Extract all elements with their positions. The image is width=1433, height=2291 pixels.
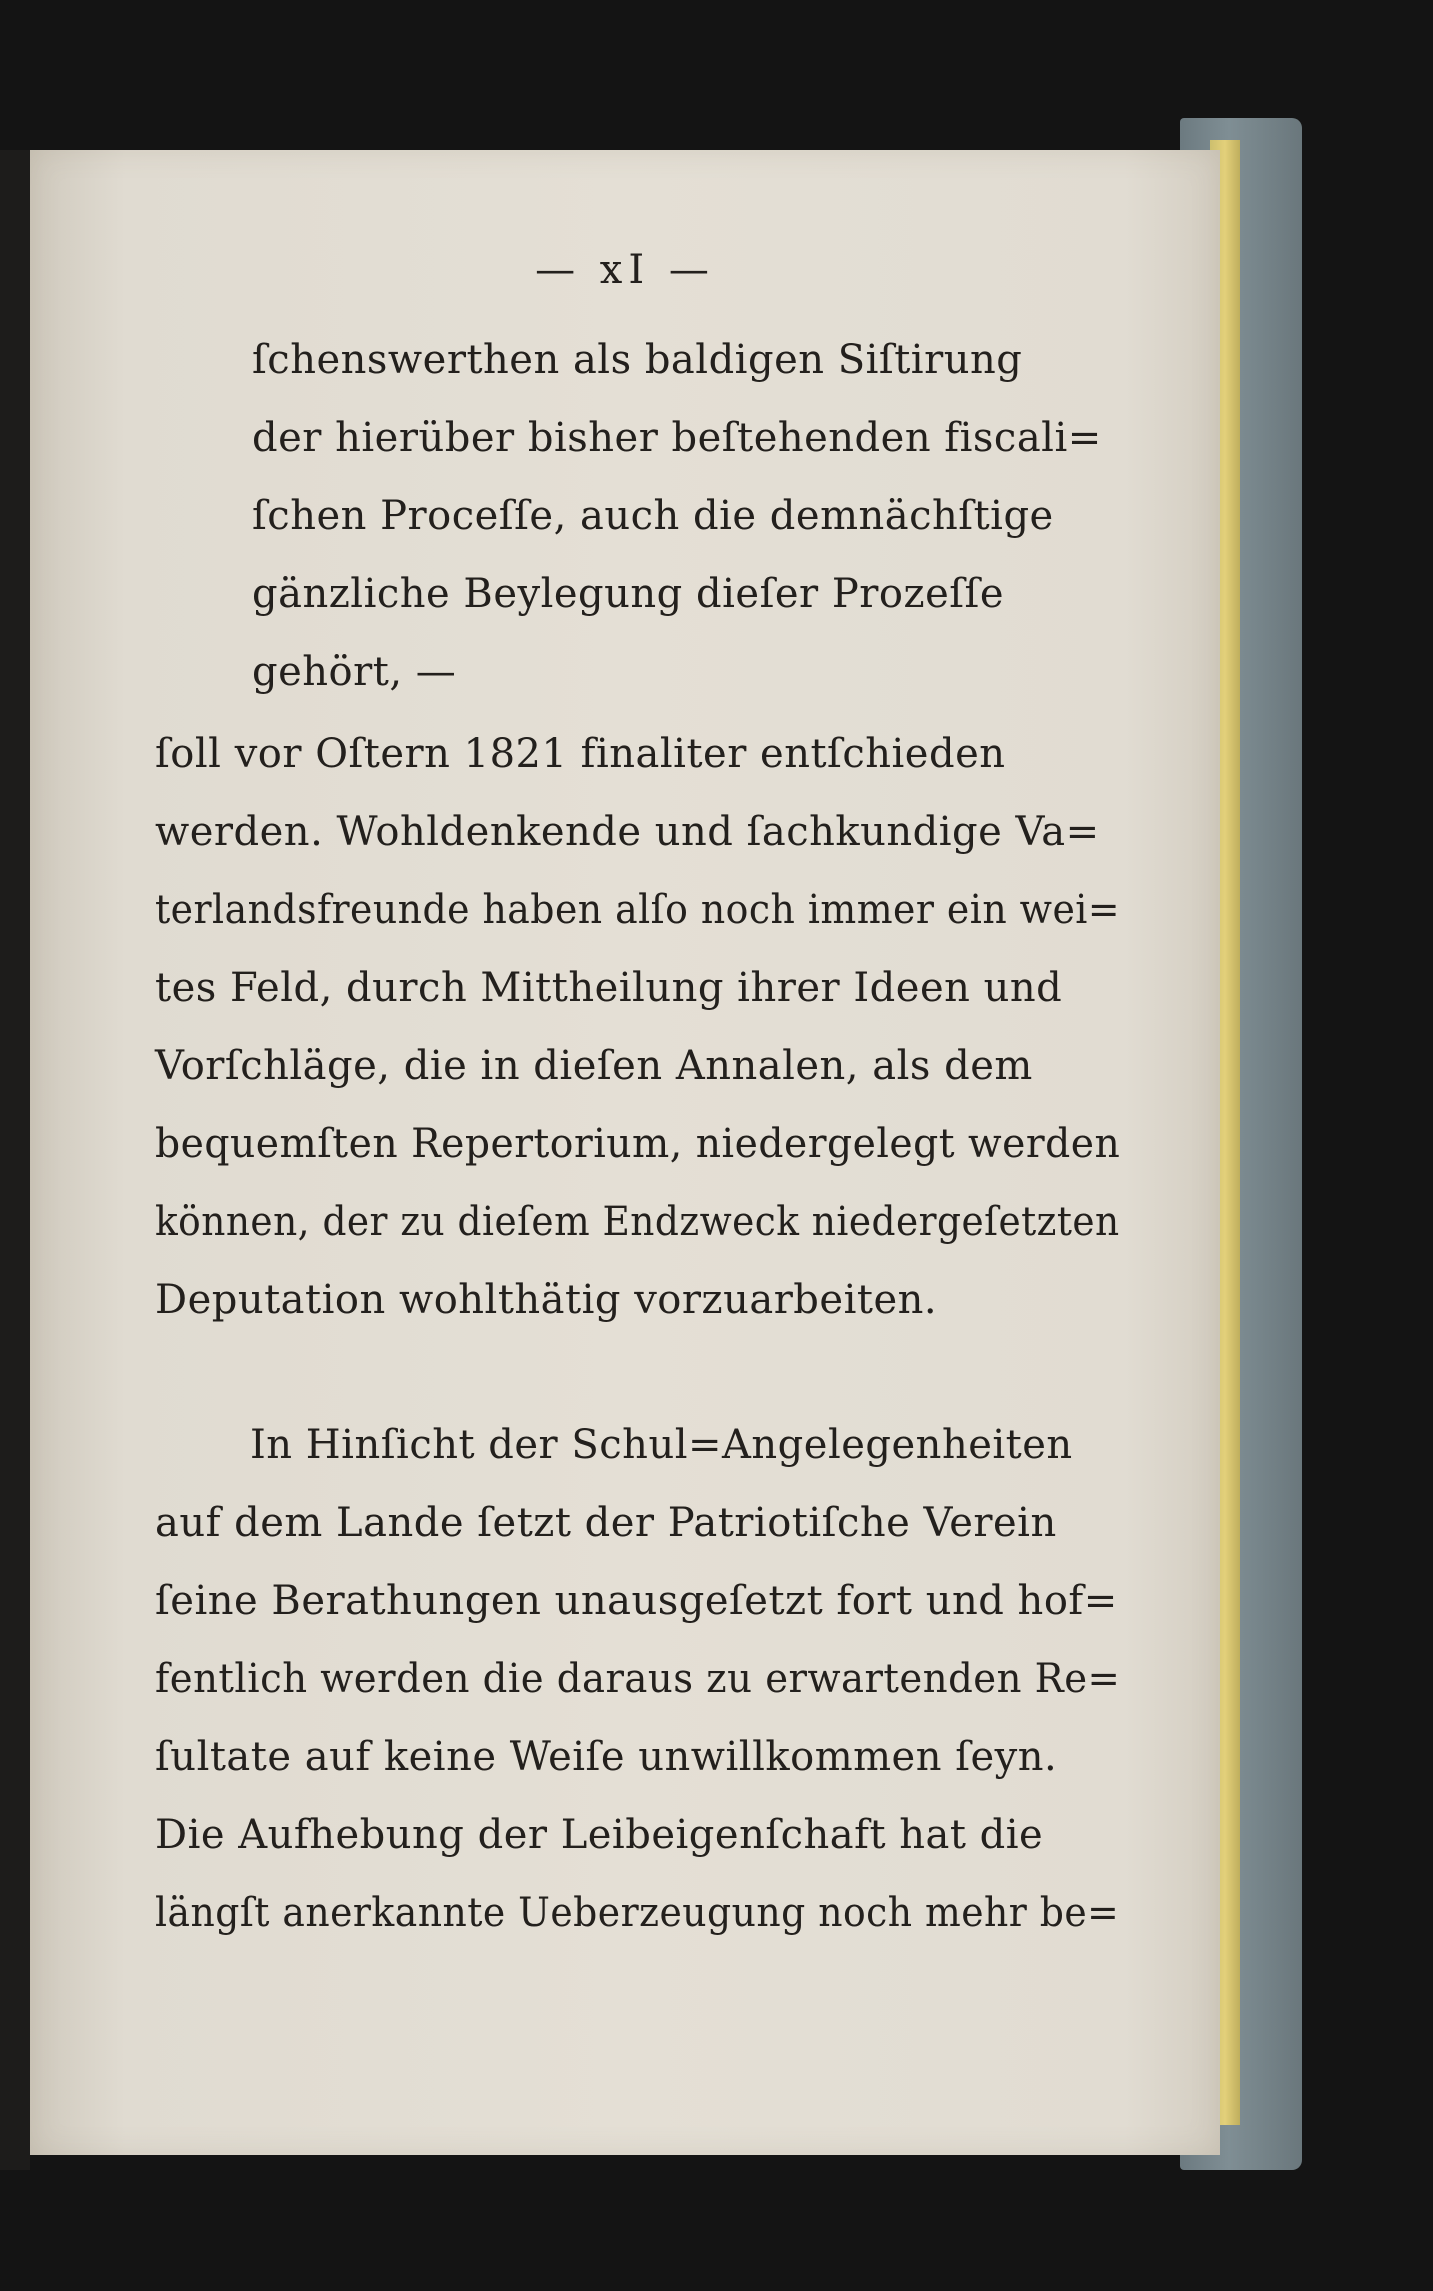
text-line: der hierüber bisher beſtehenden fiscali= <box>252 415 1102 461</box>
text-line: können, der zu dieſem Endzweck niedergeſetzten <box>155 1199 1120 1245</box>
text-line: fentlich werden die daraus zu erwartenden Re= <box>155 1656 1121 1702</box>
text-line: tes Feld, durch Mittheilung ihrer Ideen und <box>155 965 1063 1011</box>
text-line: auf dem Lande ſetzt der Patriotiſche Verein <box>155 1500 1057 1546</box>
text-line: gehört, — <box>252 649 457 695</box>
text-line: In Hinſicht der Schul=Angelegenheiten <box>250 1422 1073 1468</box>
text-line: ſchenswerthen als baldigen Siſtirung <box>252 337 1023 383</box>
text-line: bequemſten Repertorium, niedergelegt werden <box>155 1121 1121 1167</box>
text-line: ſultate auf keine Weiſe unwillkommen ſeyn. <box>155 1734 1058 1780</box>
book-page <box>30 150 1220 2155</box>
text-line: terlandsfreunde haben alſo noch immer ein wei= <box>155 887 1121 933</box>
left-cover-edge <box>0 150 30 2170</box>
page-number: — xI — <box>535 247 715 293</box>
text-line: Die Aufhebung der Leibeigenſchaft hat die <box>155 1812 1044 1858</box>
text-line: Deputation wohlthätig vorzuarbeiten. <box>155 1277 938 1323</box>
text-line: Vorſchläge, die in dieſen Annalen, als dem <box>155 1043 1033 1089</box>
text-line: ſoll vor Oſtern 1821 finaliter entſchieden <box>155 731 1006 777</box>
text-line: längſt anerkannte Ueberzeugung noch mehr be= <box>155 1890 1120 1936</box>
text-line: gänzliche Beylegung dieſer Prozeſſe <box>252 571 1005 617</box>
text-line: ſchen Proceſſe, auch die demnächſtige <box>252 493 1054 539</box>
text-line: ſeine Berathungen unausgeſetzt fort und hof= <box>155 1578 1118 1624</box>
text-line: werden. Wohldenkende und ſachkundige Va= <box>155 809 1100 855</box>
